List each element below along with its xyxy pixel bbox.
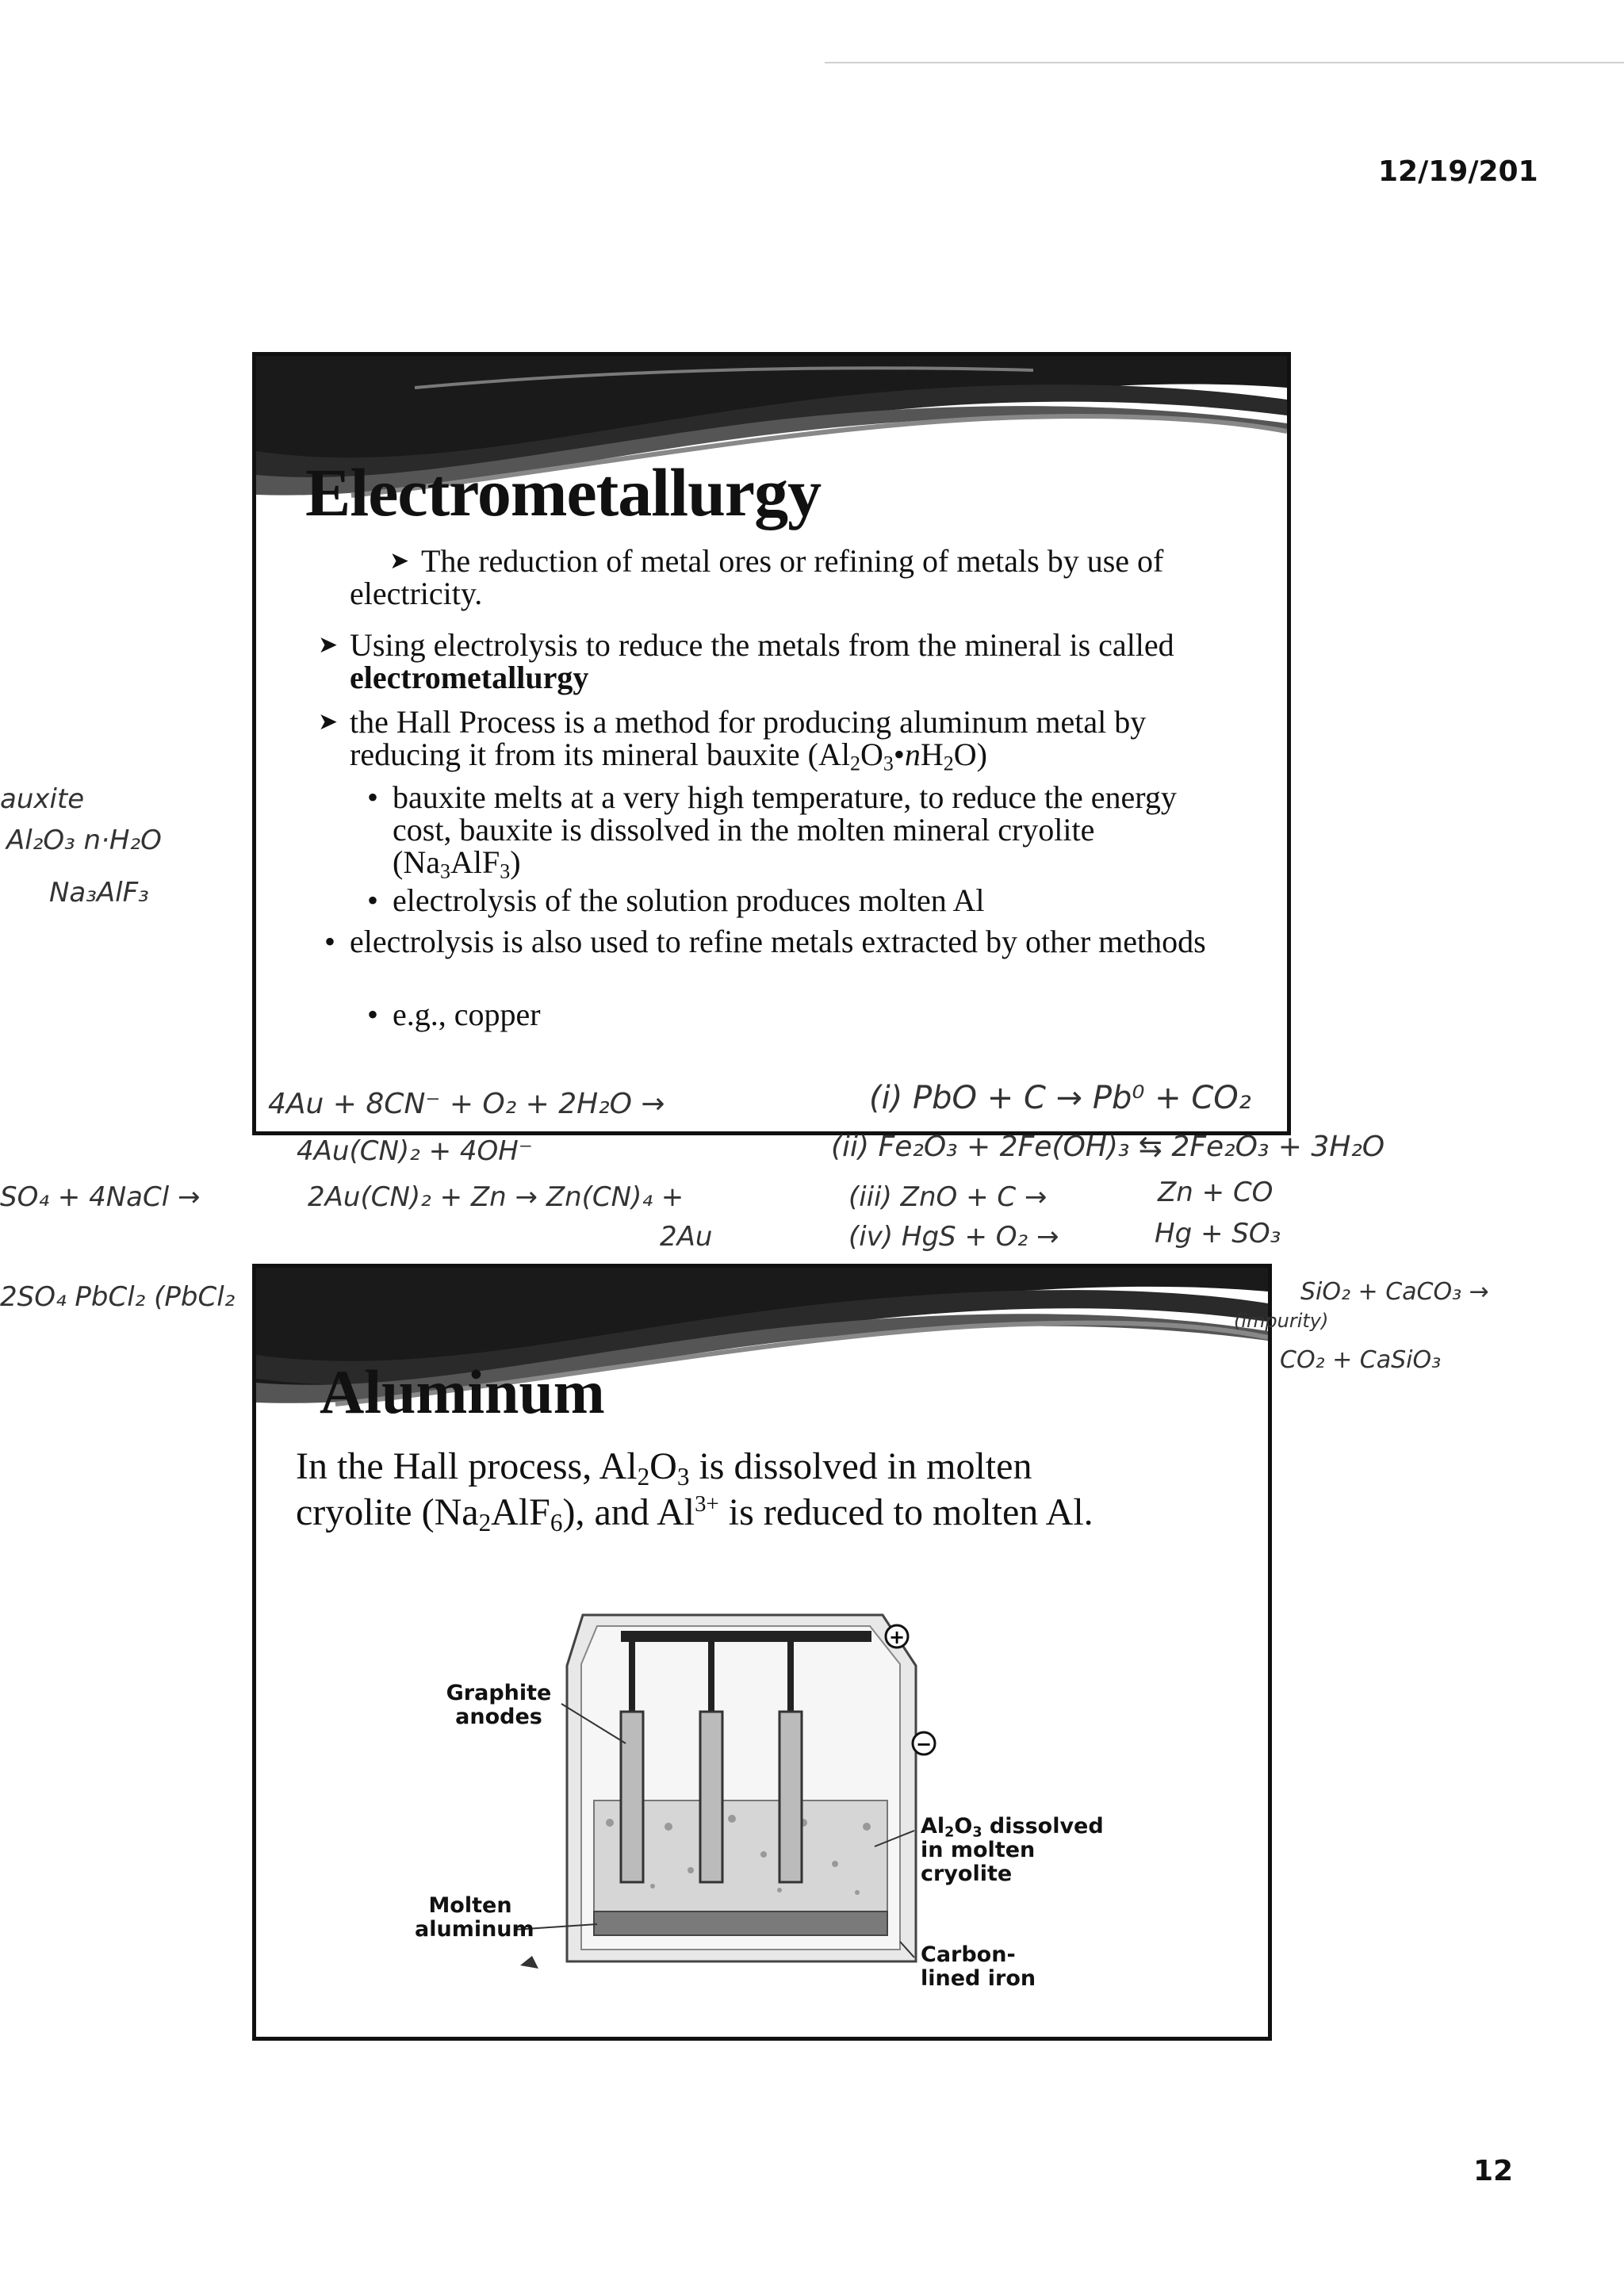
slide-aluminum <box>252 1264 1272 2041</box>
sub-bullet-copper <box>393 998 1185 1031</box>
handwritten-eq-pbcl2: 2SO₄ PbCl₂ (PbCl₂ <box>0 1281 236 1313</box>
formula-part: H <box>920 737 944 772</box>
bullet-refine-metals <box>350 925 1206 958</box>
bus-bar <box>621 1631 871 1642</box>
label-molten-aluminum: Molten aluminum <box>415 1893 534 1942</box>
bullet-text: e.g., copper <box>393 997 541 1032</box>
formula-part: n <box>904 737 921 772</box>
formula-part: O <box>860 737 883 772</box>
label-text: dissolved in molten cryolite <box>921 1814 1104 1886</box>
formula-part: O <box>649 1445 677 1487</box>
subscript: 3 <box>883 752 894 775</box>
handwritten-eq-zno-product: Zn + CO <box>1158 1177 1274 1208</box>
handwritten-eq-fe2o3: (ii) Fe₂O₃ + 2Fe(OH)₃ ⇆ 2Fe₂O₃ + 3H₂O <box>831 1131 1385 1163</box>
paragraph-text: In the Hall process, Al <box>296 1445 638 1487</box>
subscript: 3 <box>972 1824 982 1841</box>
page-date: 12/19/201 <box>1378 155 1538 188</box>
label-text: Al <box>921 1814 945 1839</box>
label-text: O <box>954 1814 973 1839</box>
bold-term: electrometallurgy <box>350 660 589 695</box>
slide-title: Aluminum <box>320 1357 605 1426</box>
formula-part: AlF <box>450 844 500 880</box>
handwritten-eq-zinc: 2Au(CN)₂ + Zn → Zn(CN)₄ + <box>308 1181 684 1213</box>
handwritten-eq-gold: 2Au <box>660 1221 713 1253</box>
tap-outlet <box>520 1956 538 1969</box>
handwritten-eq-cyanide-1: 4Au + 8CN⁻ + O₂ + 2H₂O → <box>268 1088 665 1120</box>
label-al2o3-dissolved <box>921 1815 1111 1886</box>
handwritten-note-bauxite: auxite <box>0 783 85 815</box>
sub-bullet-bauxite-melts <box>393 779 1209 883</box>
bullet-hall-process <box>350 704 1206 775</box>
formula-part: AlF <box>491 1491 550 1533</box>
subscript: 2 <box>478 1508 492 1536</box>
handwritten-note-cryolite: Na₃AlF₃ <box>49 877 149 909</box>
sub-bullet-electrolysis-al <box>393 884 1209 916</box>
bullet-text: Using electrolysis to reduce the metals from the mineral is called <box>350 627 1174 663</box>
plus-sign: + <box>888 1626 906 1648</box>
handwritten-eq-hgs-product: Hg + SO₃ <box>1155 1218 1281 1249</box>
handwritten-eq-hgs: (iv) HgS + O₂ → <box>848 1221 1059 1253</box>
handwritten-eq-casio3: CO₂ + CaSiO₃ <box>1280 1346 1442 1374</box>
handwritten-eq-sio2: SiO₂ + CaCO₃ → <box>1300 1278 1489 1306</box>
slide-electrometallurgy <box>252 352 1291 1135</box>
subscript: 2 <box>849 752 860 775</box>
superscript: 3+ <box>695 1491 719 1517</box>
paragraph-text: is reduced to molten Al. <box>718 1491 1094 1533</box>
hall-cell-diagram <box>256 1268 1268 2037</box>
bullet-text: electrolysis of the solution produces molten Al <box>393 882 985 918</box>
paragraph-text: ), and Al <box>562 1491 695 1533</box>
handwritten-eq-cyanide-2: 4Au(CN)₂ + 4OH⁻ <box>297 1135 533 1167</box>
subscript: 2 <box>943 752 954 775</box>
subscript: 3 <box>500 859 511 883</box>
molten-aluminum-layer <box>594 1911 887 1935</box>
bullet-text: the Hall Process is a method for producing aluminum metal by reducing it from its mineral bauxite (Al <box>350 704 1147 772</box>
bullet-text: The reduction of metal ores or refining of metals by use of electricity. <box>350 543 1164 611</box>
handwritten-eq-nacl: SO₄ + 4NaCl → <box>0 1181 201 1213</box>
paragraph-text: is dissolved in molten cryolite (Na <box>296 1445 1032 1533</box>
handwritten-note-formula: Al₂O₃ n·H₂O <box>6 825 162 856</box>
bullet-text: bauxite melts at a very high temperature, to reduce the energy cost, bauxite is dissolved in the molten mineral cryolite (Na <box>393 779 1177 880</box>
subscript: 2 <box>637 1462 650 1490</box>
minus-sign: − <box>915 1733 933 1755</box>
label-carbon-lined-iron: Carbon-lined iron <box>921 1942 1036 1991</box>
handwritten-eq-pbo: (i) PbO + C → Pb⁰ + CO₂ <box>869 1080 1251 1116</box>
handwritten-note-impurity: (impurity) <box>1234 1310 1329 1332</box>
label-graphite-anodes: Graphite anodes <box>446 1681 552 1729</box>
formula-part: ) <box>510 844 521 880</box>
handwritten-eq-zno: (iii) ZnO + C → <box>848 1181 1048 1213</box>
page-number: 12 <box>1473 2155 1514 2187</box>
slide-title: Electrometallurgy <box>305 454 822 530</box>
bullet-definition <box>350 545 1198 610</box>
bullet-electrolysis <box>350 629 1198 694</box>
bullet-text: electrolysis is also used to refine metals extracted by other methods <box>350 924 1206 959</box>
formula-part: O) <box>953 737 987 772</box>
scan-top-edge-line <box>825 62 1624 63</box>
subscript: 3 <box>439 859 450 883</box>
formula-part: • <box>893 737 905 772</box>
subscript: 6 <box>550 1508 563 1536</box>
subscript: 3 <box>676 1462 690 1490</box>
subscript: 2 <box>944 1824 955 1841</box>
